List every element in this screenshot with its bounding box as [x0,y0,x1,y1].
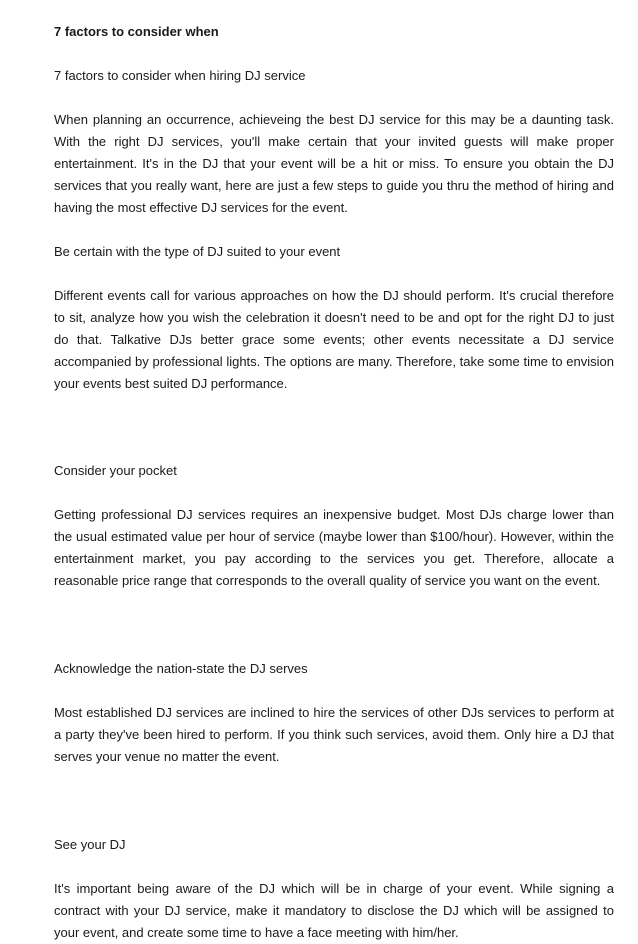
section-body-pocket: Getting professional DJ services requires an inexpensive budget. Most DJs charge lower than the usual estimated value per hour of service (maybe lower than $100/hour). However, within the entertainment market, you pay according to the services you get. Therefore, allocate a reasonable price range that corresponds to the overall quality of service you want on the event. [54,507,614,588]
section-body-dj-type: Different events call for various approaches on how the DJ should perform. It's crucial therefore to sit, analyze how you wish the celebration it doesn't need to be and opt for the right DJ to just do that. Talkative DJs better grace some events; other events necessitate a DJ service accompanied by professional lights. The options are many. Therefore, take some time to envision your events best suited DJ performance. [54,288,614,391]
section-heading-dj-type: Be certain with the type of DJ suited to your event [54,244,341,259]
spacer [54,419,614,462]
spacer [54,792,614,836]
section-heading-nation-state: Acknowledge the nation-state the DJ serves [54,661,308,676]
spacer [54,616,614,660]
section-heading-see-dj: See your DJ [54,837,126,852]
section-body-see-dj: It's important being aware of the DJ which will be in charge of your event. While signing a contract with your DJ service, make it mandatory to disclose the DJ which will be assigned to your event, and create some time to have a face meeting with him/her. [54,881,614,940]
document-title: 7 factors to consider when [54,24,219,39]
document-subtitle: 7 factors to consider when hiring DJ service [54,68,306,83]
section-body-nation-state: Most established DJ services are inclined to hire the services of other DJs services to perform at a party they've been hired to perform. If you think such services, avoid them. Only hire a DJ that serves your venue no matter the event. [54,705,614,764]
intro-paragraph: When planning an occurrence, achieveing the best DJ service for this may be a daunting task. With the right DJ services, you'll make certain that your invited guests will make proper entertainment. It's in the DJ that your event will be a hit or miss. To ensure you obtain the DJ services that you really want, here are just a few steps to guide you thru the method of hiring and having the most effective DJ services for the event. [54,112,614,215]
section-heading-pocket: Consider your pocket [54,463,177,478]
